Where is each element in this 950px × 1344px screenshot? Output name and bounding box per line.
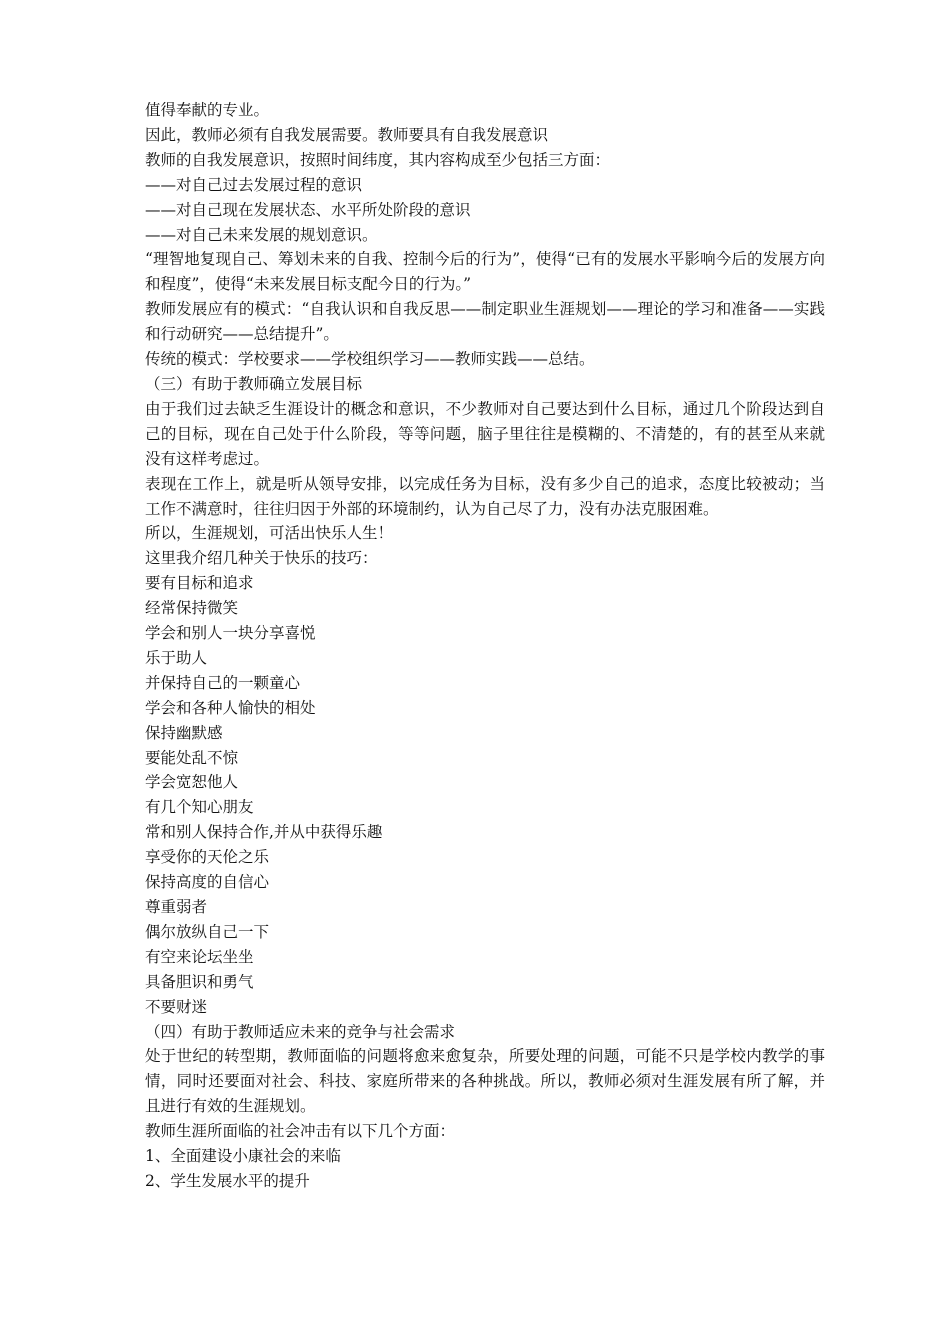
list-item: 并保持自己的一颗童心 [145,673,301,692]
list-item: 学会宽恕他人 [145,773,239,792]
list-item: 要能处乱不惊 [145,748,239,767]
list-item: 乐于助人 [145,648,208,667]
section-heading: （四）有助于教师适应未来的竞争与社会需求 [145,1022,456,1041]
list-item: 保持幽默感 [145,723,223,742]
list-item: 保持高度的自信心 [145,873,270,892]
paragraph: 所以，生涯规划，可活出快乐人生！ [145,524,394,543]
list-item: ——对自己过去发展过程的意识 [145,175,363,194]
paragraph: 传统的模式：学校要求——学校组织学习——教师实践——总结。 [145,350,595,369]
list-item: 有几个知心朋友 [145,798,254,817]
list-item: 尊重弱者 [145,898,208,916]
list-item: 经常保持微笑 [145,599,239,618]
list-item: 学会和各种人愉快的相处 [145,698,316,717]
paragraph: “理智地复现自己、筹划未来的自我、控制今后的行为”，使得“已有的发展水平影响今后的发展方向和程度”，使得“未来发展目标支配今日的行为。” [145,250,825,294]
paragraph: 由于我们过去缺乏生涯设计的概念和意识，不少教师对自己要达到什么目标，通过几个阶段达到自己的目标，现在自己处于什么阶段，等等问题，脑子里往往是模糊的、不清楚的，有的甚至从来就没有这样考虑过。 [145,399,825,468]
list-item: 有空来论坛坐坐 [145,947,254,966]
list-item: 具备胆识和勇气 [145,972,254,991]
list-item: ——对自己现在发展状态、水平所处阶段的意识 [145,200,471,219]
paragraph: 教师生涯所面临的社会冲击有以下几个方面： [145,1122,456,1141]
paragraph: 值得奉献的专业。 [145,101,270,119]
paragraph: 处于世纪的转型期，教师面临的问题将愈来愈复杂，所要处理的问题，可能不只是学校内教学的事情，同时还要面对社会、科技、家庭所带来的各种挑战。所以，教师必须对生涯发展有所了解，并且进行有效的生涯规划。 [145,1047,825,1116]
list-item: 偶尔放纵自己一下 [145,922,270,941]
document-page [145,98,825,1194]
list-item: 要有目标和追求 [145,574,254,593]
list-item: 1、全面建设小康社会的来临 [145,1147,341,1166]
list-item: 不要财迷 [145,997,208,1016]
paragraph: 表现在工作上，就是听从领导安排，以完成任务为目标，没有多少自己的追求，态度比较被动；当工作不满意时，往往归因于外部的环境制约，认为自己尽了力，没有办法克服困难。 [145,474,825,518]
section-heading: （三）有助于教师确立发展目标 [145,374,363,393]
paragraph: 教师发展应有的模式：“自我认识和自我反思——制定职业生涯规划——理论的学习和准备——实践和行动研究——总结提升”。 [145,300,825,344]
list-item: 常和别人保持合作,并从中获得乐趣 [145,823,383,842]
paragraph: 因此，教师必须有自我发展需要。教师要具有自我发展意识 [145,125,549,144]
paragraph: 教师的自我发展意识，按照时间纬度，其内容构成至少包括三方面： [145,150,611,169]
list-item: 2、学生发展水平的提升 [145,1171,310,1190]
list-item: ——对自己未来发展的规划意识。 [145,225,378,244]
list-item: 学会和别人一块分享喜悦 [145,624,316,643]
paragraph: 这里我介绍几种关于快乐的技巧： [145,549,378,568]
list-item: 享受你的天伦之乐 [145,848,270,867]
